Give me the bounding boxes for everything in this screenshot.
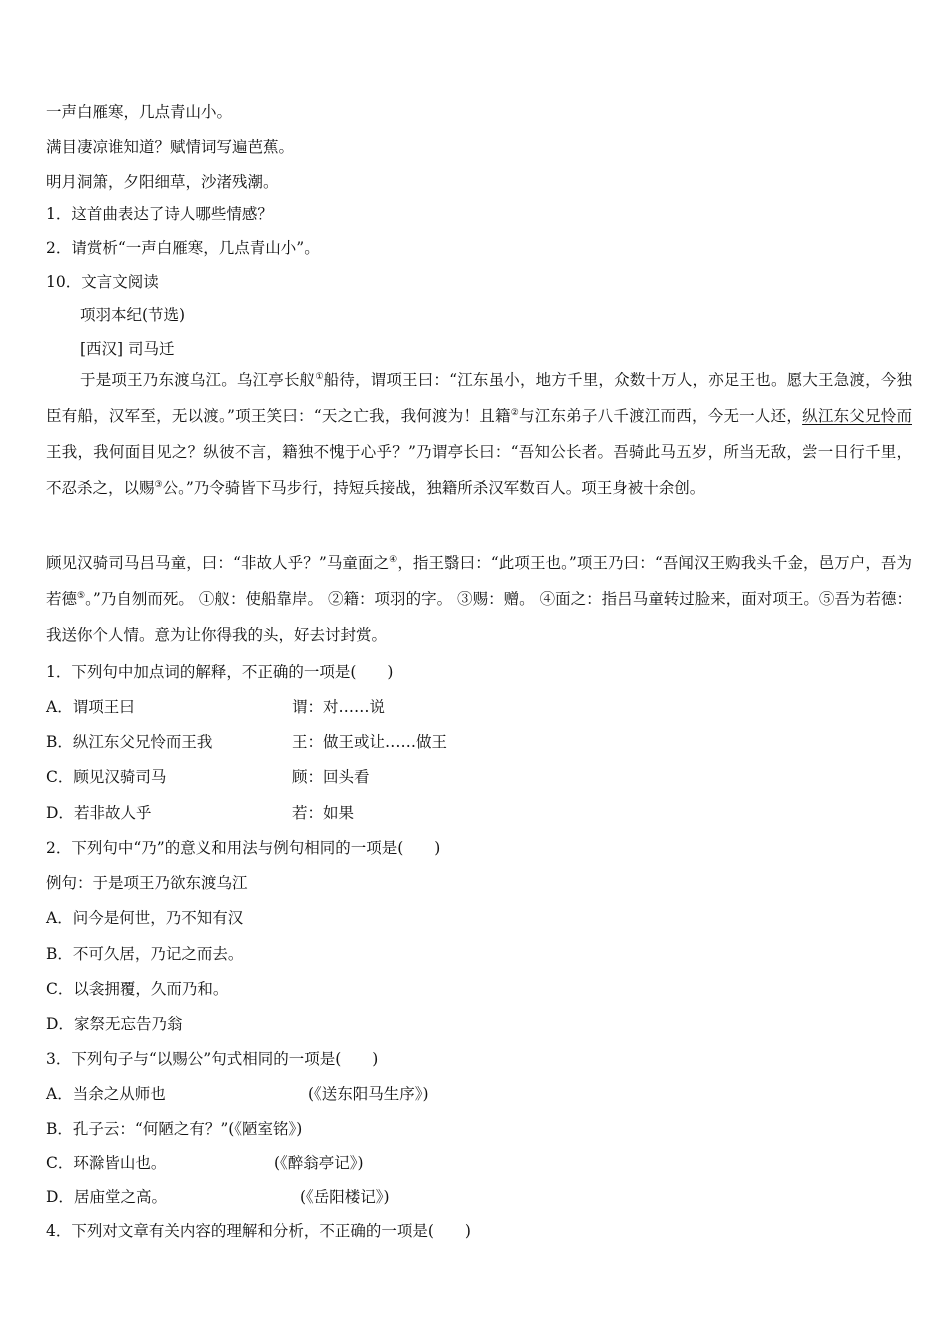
footnotes: ①舣：使船靠岸。 ②籍：项羽的字。 ③赐：赠。 ④面之：指吕马童转过脸来，面对项王。⑤吾为若德：我送你个人情。意为让你得我的头，好去讨封赏。 bbox=[46, 590, 912, 644]
footnote-marker-2: ② bbox=[510, 407, 519, 418]
question-3-option-d: D．居庙堂之高。 (《岳阳楼记》) bbox=[46, 1188, 390, 1206]
question-3-option-c: C．环滁皆山也。 (《醉翁亭记》) bbox=[46, 1154, 364, 1172]
passage-title: 项羽本纪(节选) bbox=[80, 306, 186, 324]
question-2-option-b: B．不可久居，乃记之而去。 bbox=[46, 945, 244, 963]
passage-text: 顾见汉骑司马吕马童，曰：“非故人乎？”马童面之 bbox=[46, 554, 390, 572]
question-1-option-d: D．若非故人乎 若：如果 bbox=[46, 804, 355, 822]
passage-text: 与江东弟子八千渡江而西，今无一人还， bbox=[518, 407, 803, 425]
passage-text: 。”乃自刎而死。 bbox=[85, 590, 194, 608]
poem-line-2: 满目凄凉谁知道？赋情词写遍芭蕉。 bbox=[46, 138, 295, 156]
passage-paragraph-2 bbox=[46, 545, 912, 653]
question-1-stem: 1．下列句中加点词的解释，不正确的一项是( ) bbox=[46, 663, 394, 681]
question-3-option-b: B．孔子云：“何陋之有？”(《陋室铭》) bbox=[46, 1120, 303, 1138]
passage-text: 公。”乃令骑皆下马步行，持短兵接战，独籍所杀汉军数百人。项王身被十余创。 bbox=[162, 479, 706, 497]
poem-question-1: 1．这首曲表达了诗人哪些情感？ bbox=[46, 205, 273, 223]
question-3-option-a: A．当余之从师也 (《送东阳马生序》) bbox=[46, 1085, 429, 1103]
underlined-phrase: 纵江东父兄怜而 bbox=[802, 407, 912, 425]
question-2-stem: 2．下列句中“乃”的意义和用法与例句相同的一项是( ) bbox=[46, 839, 441, 857]
passage-text: ，指王翳曰：“此项王也。”项王乃曰：“吾闻汉王购我头千金，邑万户，吾为若德 bbox=[46, 554, 912, 608]
question-2-option-d: D．家祭无忘告乃翁 bbox=[46, 1015, 183, 1033]
poem-line-1: 一声白雁寒，几点青山小。 bbox=[46, 103, 233, 121]
passage-text: 于是项王乃东渡乌江。乌江亭长舣 bbox=[80, 371, 316, 389]
footnote-marker-4: ④ bbox=[389, 554, 398, 565]
footnote-marker-3: ③ bbox=[154, 479, 163, 490]
passage-paragraph-1 bbox=[46, 362, 912, 506]
question-1-option-b: B．纵江东父兄怜而王我 王：做王或让……做王 bbox=[46, 733, 448, 751]
question-2-option-a: A．问今是何世，乃不知有汉 bbox=[46, 909, 244, 927]
question-4-stem: 4．下列对文章有关内容的理解和分析，不正确的一项是( ) bbox=[46, 1222, 471, 1240]
question-2-example: 例句：于是项王乃欲东渡乌江 bbox=[46, 874, 248, 892]
question-1-option-c: C．顾见汉骑司马 顾：回头看 bbox=[46, 768, 370, 786]
footnote-marker-1: ① bbox=[315, 371, 324, 382]
poem-question-2: 2．请赏析“一声白雁寒，几点青山小”。 bbox=[46, 239, 320, 257]
passage-text: 王我，我何面目见之？纵彼不言，籍独不愧于心乎？”乃谓亭长曰：“吾知公长者。吾骑此马五岁，所当无敌，尝一日行千里，不忍杀之，以赐 bbox=[46, 443, 912, 497]
poem-line-3: 明月洞箫，夕阳细草，沙渚残潮。 bbox=[46, 173, 279, 191]
question-1-option-a: A．谓项王曰 谓：对……说 bbox=[46, 698, 386, 716]
question-2-option-c: C．以衾拥覆，久而乃和。 bbox=[46, 980, 229, 998]
question-3-stem: 3．下列句子与“以赐公”句式相同的一项是( ) bbox=[46, 1050, 379, 1068]
section-heading: 10．文言文阅读 bbox=[46, 273, 159, 291]
passage-text: 船待，谓项王曰：“江东虽小，地方千里，众数十万人，亦足王也。愿大王急渡，今独臣有船，汉军至，无以渡。”项王笑曰：“天之亡我，我何渡为！且籍 bbox=[46, 371, 912, 425]
passage-author: [西汉] 司马迁 bbox=[80, 340, 175, 358]
footnote-marker-5: ⑤ bbox=[77, 590, 86, 601]
